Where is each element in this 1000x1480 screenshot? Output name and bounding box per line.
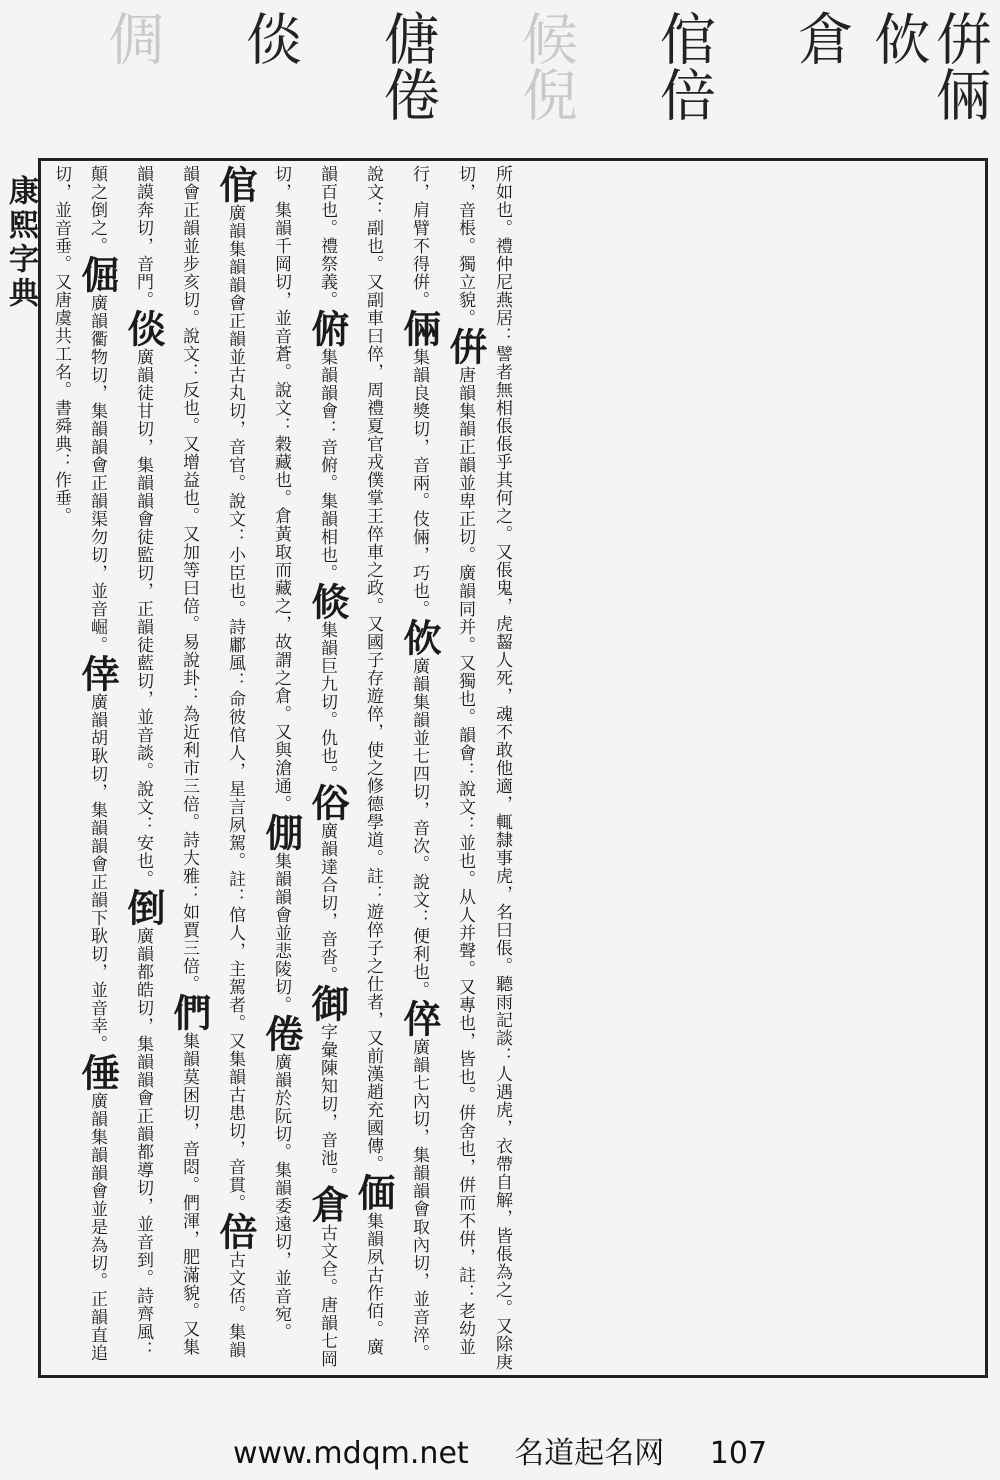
definition-text: 集韻莫困切，音悶。們渾，肥滿貌。又集韻謨奔切，音門。: [133, 165, 199, 1356]
headword: 俗: [305, 783, 350, 822]
headword: 倆: [397, 309, 442, 348]
entry-columns: [47, 165, 515, 1371]
seal-glyph: 傏倦: [375, 10, 440, 122]
headword: 倒: [121, 888, 166, 927]
headword: 御: [305, 984, 350, 1023]
dictionary-page-frame: [38, 158, 988, 1378]
headword: 倍: [213, 1212, 258, 1251]
definition-text: 廣韻七內切，集韻韻會取內切，並音淬。說文：副也。又副車曰倅，周禮夏官戎僕掌王倅車之政。又國子存遊倅，使之修德學道。註：遊倅子之仕者，又前漢趙充國傳。: [363, 165, 429, 1362]
definition-text: 廣韻集韻韻會正韻並古丸切，音官。說文：小臣也。詩鄘風：命彼倌人，星言夙駕。註：倌人，主駕者。又集韻古患切，音貫。: [225, 204, 245, 1212]
definition-text: 集韻巨九切。仇也。: [317, 621, 337, 783]
page-footer: [0, 1428, 1000, 1476]
headword: 倦: [259, 1014, 304, 1053]
footer-site-name: 名道起名网: [514, 1436, 665, 1471]
headword: 倕: [75, 1053, 120, 1092]
headword: 倓: [121, 309, 166, 348]
footer-url[interactable]: www.mdqm.net: [232, 1436, 469, 1471]
side-title-column: [0, 175, 42, 1375]
seal-glyph: 倓: [237, 10, 302, 66]
definition-text: 廣韻於阮切。集韻委遠切，並音宛。: [271, 1053, 291, 1341]
seal-glyph: 候倪: [513, 10, 578, 122]
headword: 倔: [75, 255, 120, 294]
headword: 倗: [259, 813, 304, 852]
definition-text: 廣韻達合切，音沓。: [317, 822, 337, 984]
definition-text: 廣韻集韻韻會並是為切。正韻直追切，並音垂。又唐虞共工名。書舜典：作垂。: [51, 165, 107, 1362]
definition-text: 古文仺。唐韻七岡切，集韻千岡切，並音蒼。說文：穀藏也。倉黃取而藏之，故謂之倉。又與滄通。: [271, 165, 337, 1368]
definition-text: 集韻夙古作佰。廣韻百也。禮祭義。: [317, 165, 383, 1356]
definition-text: 廣韻都皓切，集韻韻會正韻都導切，並音到。詩齊風：顛之倒之。: [87, 165, 153, 1359]
seal-glyph: 倜: [99, 10, 164, 66]
definition-text: 集韻良獎切，音兩。伎倆，巧也。: [409, 348, 429, 618]
book-title: 康熙字典: [3, 175, 38, 311]
headword: 倌: [213, 165, 258, 204]
definition-text: 唐韻集韻正韻並卑正切。廣韻同并。又獨也。韻會：說文：並也。从人并聲。又專也，皆也。倂舍也，倂而不倂，註：老幼並行，肩臂不得倂。: [409, 165, 475, 1356]
headword: 倅: [397, 999, 442, 1038]
footer-page-number: 107: [709, 1436, 768, 1471]
headword: 倖: [75, 654, 120, 693]
headword: 倐: [305, 582, 350, 621]
headword: 俯: [305, 309, 350, 348]
seal-script-header: [20, 10, 990, 160]
seal-glyph: 倂倆佽: [865, 10, 992, 122]
headword: 偭: [351, 1173, 396, 1212]
definition-text: 廣韻徒甘切，集韻韻會徒監切，正韻徒藍切，並音談。說文：安也。: [133, 348, 153, 888]
headword: 倂: [443, 327, 488, 366]
definition-text: 廣韻集韻並七四切，音次。說文：便利也。: [409, 657, 429, 999]
headword: 倉: [305, 1185, 350, 1224]
headword: 佽: [397, 618, 442, 657]
definition-text: 所如也。禮仲尼燕居：譬者無相倀倀乎其何之。又倀鬼，虎齧人死，魂不敢他適，輒隸事虎，名曰倀。聽雨記談：人遇虎，衣帶自解，皆倀為之。又除庚切，音棖。獨立貌。: [455, 165, 512, 1371]
definition-text: 廣韻胡耿切，集韻韻會正韻下耿切，並音幸。: [87, 693, 107, 1053]
definition-text: 集韻韻會：音俯。集韻相也。: [317, 348, 337, 582]
dictionary-body: [47, 165, 979, 1371]
definition-text: 字彙陳知切，音池。: [317, 1023, 337, 1185]
definition-text: 廣韻衢物切，集韻韻會正韻渠勿切，並音崛。: [87, 294, 107, 654]
seal-glyph: 倌倍: [651, 10, 716, 122]
headword: 們: [167, 993, 212, 1032]
definition-text: 古文俖。集韻韻會正韻並步亥切。說文：反也。又增益也。又加等曰倍。易說卦：為近利市三倍。詩大雅：如賈三倍。: [179, 165, 245, 1359]
definition-text: 集韻韻會並悲陵切。: [271, 852, 291, 1014]
seal-glyph: 倉: [789, 10, 854, 66]
